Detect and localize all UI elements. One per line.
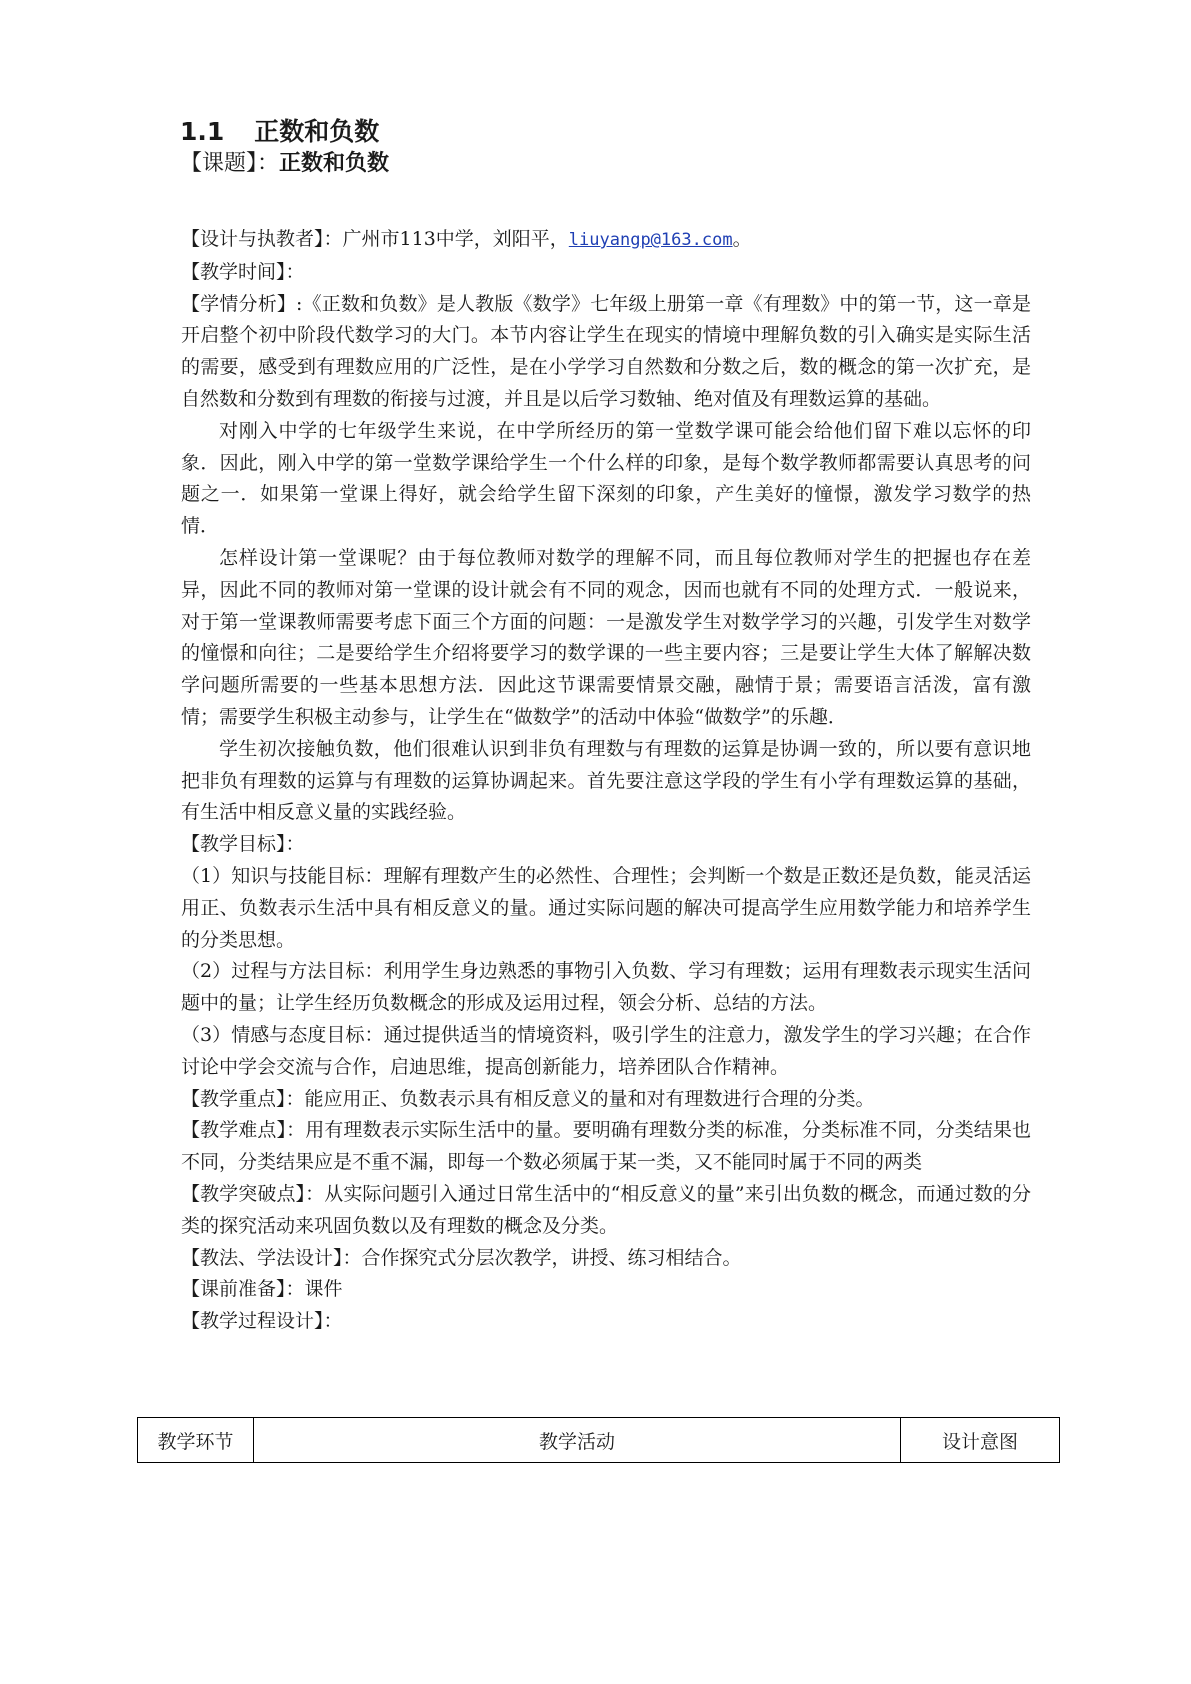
objective-1: （1）知识与技能目标：理解有理数产生的必然性、合理性；会判断一个数是正数还是负数，能灵活运用正、负数表示生活中具有相反意义的量。通过实际问题的解决可提高学生应用数学能力和培养学生的分类思想。 bbox=[181, 864, 1031, 951]
analysis-label: 【学情分析】: bbox=[181, 292, 303, 315]
column-header-activity: 教学活动 bbox=[254, 1418, 901, 1463]
key-points-line bbox=[181, 1084, 1031, 1116]
analysis-paragraph-1 bbox=[181, 289, 1031, 416]
key-points-label: 【教学重点】： bbox=[181, 1087, 305, 1110]
methods-line bbox=[181, 1243, 1031, 1275]
column-header-intent: 设计意图 bbox=[901, 1418, 1060, 1463]
difficulties-text: 用有理数表示实际生活中的量。要明确有理数分类的标准，分类标准不同，分类结果也不同，分类结果应是不重不漏，即每一个数必须属于某一类，又不能同时属于不同的两类 bbox=[181, 1119, 1031, 1174]
analysis-paragraph-2: 对刚入中学的七年级学生来说，在中学所经历的第一堂数学课可能会给他们留下难以忘怀的印象．因此，刚入中学的第一堂数学课给学生一个什么样的印象，是每个数学教师都需要认真思考的问题之一．如果第一堂课上得好，就会给学生留下深刻的印象，产生美好的憧憬，激发学习数学的热情． bbox=[181, 419, 1031, 538]
breakthrough-label: 【教学突破点】： bbox=[181, 1182, 325, 1205]
preparation-label: 【课前准备】： bbox=[181, 1278, 305, 1301]
time-line bbox=[181, 257, 1031, 289]
methods-text: 合作探究式分层次教学，讲授、练习相结合。 bbox=[361, 1246, 742, 1269]
section-title bbox=[180, 116, 379, 148]
analysis-text-1: 《正数和负数》是人教版《数学》七年级上册第一章《有理数》中的第一节，这一章是开启整个初中阶段代数学习的大门。本节内容让学生在现实的情境中理解负数的引入确实是实际生活的需要，感受到有理数应用的广泛性，是在小学学习自然数和分数之后，数的概念的第一次扩充，是自然数和分数到有理数的衔接与过渡，并且是以后学习数轴、绝对值及有理数运算的基础。 bbox=[181, 292, 1031, 410]
process-table bbox=[137, 1417, 1060, 1463]
section-number: 1.1 bbox=[180, 117, 225, 146]
subject-label: 【课题】： bbox=[180, 151, 280, 176]
time-label: 【教学时间】： bbox=[181, 260, 305, 283]
section-title-text: 正数和负数 bbox=[254, 117, 380, 146]
subject-value: 正数和负数 bbox=[279, 151, 390, 176]
objective-3: （3）情感与态度目标：通过提供适当的情境资料，吸引学生的注意力，激发学生的学习兴趣；在合作讨论中学会交流与合作，启迪思维，提高创新能力，培养团队合作精神。 bbox=[181, 1023, 1031, 1078]
document-body bbox=[181, 224, 1031, 1338]
breakthrough-line bbox=[181, 1179, 1031, 1243]
objective-2: （2）过程与方法目标：利用学生身边熟悉的事物引入负数、学习有理数；运用有理数表示现实生活问题中的量；让学生经历负数概念的形成及运用过程，领会分析、总结的方法。 bbox=[181, 960, 1031, 1015]
designer-end: 。 bbox=[732, 228, 752, 250]
designer-label: 【设计与执教者】： bbox=[181, 228, 343, 250]
methods-label: 【教法、学法设计】： bbox=[181, 1246, 362, 1269]
difficulties-line bbox=[181, 1115, 1031, 1179]
email-link[interactable]: liuyangp@163.com bbox=[568, 230, 733, 250]
objectives-label: 【教学目标】： bbox=[181, 833, 305, 856]
analysis-paragraph-3: 怎样设计第一堂课呢？由于每位教师对数学的理解不同，而且每位教师对学生的把握也存在差异，因此不同的教师对第一堂课的设计就会有不同的观念，因而也就有不同的处理方式．一般说来，对于第一堂课教师需要考虑下面三个方面的问题：一是激发学生对数学学习的兴趣，引发学生对数学的憧憬和向往；二是要给学生介绍将要学习的数学课的一些主要内容；三是要让学生大体了解解决数学问题所需要的一些基本思想方法．因此这节课需要情景交融，融情于景；需要语言活泼，富有激情；需要学生积极主动参与，让学生在“做数学”的活动中体验“做数学”的乐趣． bbox=[181, 546, 1031, 728]
objectives-heading bbox=[181, 829, 1031, 861]
preparation-text: 课件 bbox=[304, 1278, 343, 1301]
analysis-paragraph-4: 学生初次接触负数，他们很难认识到非负有理数与有理数的运算是协调一致的，所以要有意识地把非负有理数的运算与有理数的运算协调起来。首先要注意这学段的学生有小学有理数运算的基础，有生活中相反意义量的实践经验。 bbox=[181, 737, 1031, 824]
subject-line bbox=[180, 148, 389, 180]
process-heading bbox=[181, 1306, 1031, 1338]
preparation-line bbox=[181, 1274, 1031, 1306]
column-header-stage: 教学环节 bbox=[138, 1418, 254, 1463]
key-points-text: 能应用正、负数表示具有相反意义的量和对有理数进行合理的分类。 bbox=[304, 1087, 875, 1110]
process-label: 【教学过程设计】： bbox=[181, 1310, 343, 1333]
difficulties-label: 【教学难点】： bbox=[181, 1119, 306, 1142]
process-table-header-row bbox=[138, 1418, 1060, 1463]
breakthrough-text: 从实际问题引入通过日常生活中的“相反意义的量”来引出负数的概念，而通过数的分类的探究活动来巩固负数以及有理数的概念及分类。 bbox=[181, 1182, 1031, 1237]
designer-value: 广州市113中学，刘阳平， bbox=[342, 228, 569, 250]
designer-line bbox=[181, 224, 1031, 257]
